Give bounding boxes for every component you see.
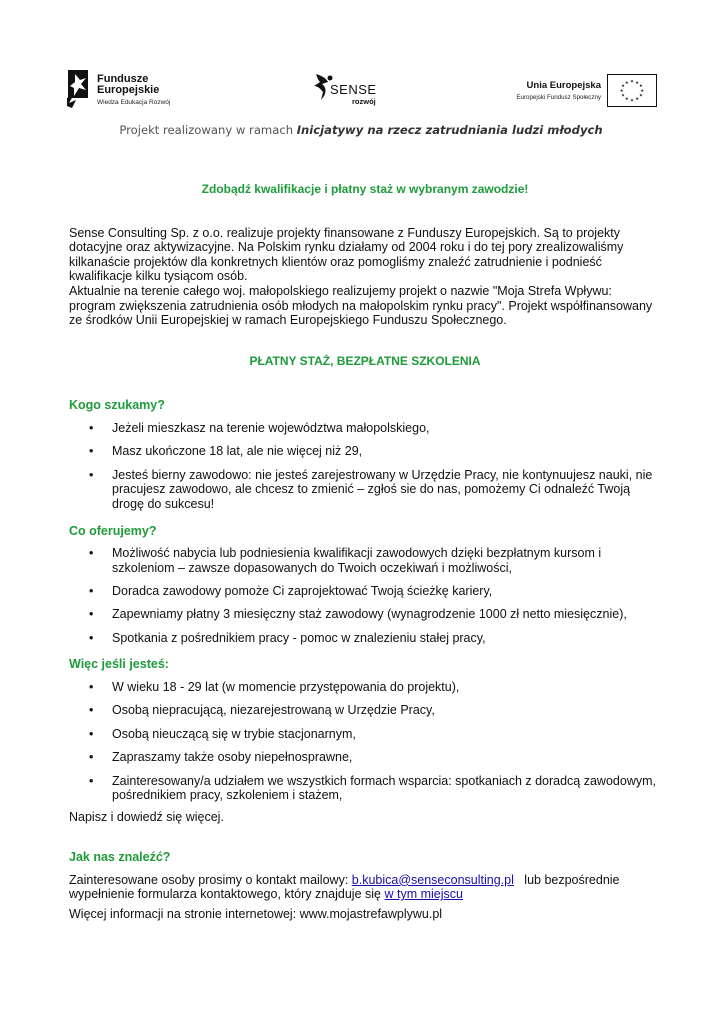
sense-logo-name: SENSE <box>330 82 377 97</box>
svg-text:★: ★ <box>624 79 629 85</box>
eu-flag-icon <box>607 74 657 107</box>
tagline-prefix: Projekt realizowany w ramach <box>119 123 294 137</box>
closing-line: Napisz i dowiedź się więcej. <box>69 809 224 824</box>
document-body <box>69 182 661 922</box>
website-line: Więcej informacji na stronie internetowej: www.mojastrefawplywu.pl <box>69 906 443 921</box>
svg-text:★: ★ <box>621 83 625 89</box>
tagline-emphasis: Inicjatywy na rzecz zatrudniania ludzi młodych <box>296 123 603 137</box>
sense-logo-sub: rozwój <box>352 97 376 106</box>
list-if <box>69 680 661 803</box>
intro-paragraph-2: Aktualnie na terenie całego woj. małopolskiego realizujemy projekt o nazwie "Moja Strefa Wpływu: program zwiększenia zatrudnienia osób młodych na małopolskim rynku pracy". Projekt współfinansowany ze środków Unii Europejskiej w ramach Europejskiego Funduszu Społecznego. <box>69 283 653 328</box>
list-item: • Spotkania z pośrednikiem pracy - pomoc w znalezieniu stałej pracy, <box>69 631 661 646</box>
svg-text:★: ★ <box>630 97 634 103</box>
section-title-who: Kogo szukamy? <box>69 398 165 413</box>
page-header <box>66 66 656 116</box>
subheading: PŁATNY STAŻ, BEZPŁATNE SZKOLENIA <box>249 353 481 368</box>
list-who <box>69 421 661 512</box>
contact-paragraph <box>69 873 661 902</box>
sense-logo <box>312 72 392 110</box>
intro-paragraph-1: Sense Consulting Sp. z o.o. realizuje projekty finansowane z Funduszy Europejskich. Są to projekty dotacyjne oraz aktywizacyjne. Na Polskim rynku działamy od 2004 roku i do tej pory zrealizowaliśmy kilkanaście projektów dla konkretnych klientów oraz pomogliśmy znaleźć zatrudnienie i podnieść kwalifikacje kilku tysiącom osób. <box>69 225 624 284</box>
list-item: • Zainteresowany/a udziałem we wszystkich formach wsparcia: spotkaniach z doradcą zawodowym, pośrednikiem pracy, szkoleniem i stażem, <box>69 774 661 803</box>
eu-logo-line1: Unia Europejska <box>526 80 601 91</box>
fe-logo-line2: Europejskie <box>97 84 160 96</box>
section-title-contact: Jak nas znaleźć? <box>69 850 171 865</box>
list-item: • Jesteś bierny zawodowo: nie jesteś zarejestrowany w Urzędzie Pracy, nie kontynuujesz nauki, nie pracujesz zawodowo, ale chcesz to zmienić – zgłoś sie do nas, pomożemy Ci odnaleźć Twoją drogę do sukcesu! <box>69 468 661 512</box>
svg-text:★: ★ <box>621 92 625 98</box>
list-item: • Jeżeli mieszkasz na terenie województwa małopolskiego, <box>69 421 661 436</box>
list-item: • Doradca zawodowy pomoże Ci zaprojektować Twoją ścieżkę kariery, <box>69 584 661 599</box>
contact-mid: lub bezpośrednie wypełnienie formularza kontaktowego, który znajduje się <box>69 872 620 902</box>
fundusze-europejskie-logo <box>66 70 196 114</box>
svg-text:★: ★ <box>624 95 629 101</box>
project-tagline <box>66 123 656 137</box>
list-item: • Możliwość nabycia lub podniesienia kwalifikacji zawodowych dzięki bezpłatnym kursom i szkoleniom – zawsze dopasowanych do Twoich oczekiwań i możliwości, <box>69 546 661 575</box>
main-heading: Zdobądź kwalifikacje i płatny staż w wybranym zawodzie! <box>201 182 529 196</box>
list-item: • Zapraszamy także osoby niepełnosprawne, <box>69 750 661 765</box>
contact-pre: Zainteresowane osoby prosimy o kontakt mailowy: <box>69 872 349 887</box>
svg-text:★: ★ <box>630 78 634 84</box>
section-title-offer: Co oferujemy? <box>69 523 157 538</box>
email-link[interactable]: b.kubica@senseconsulting.pl <box>351 872 514 887</box>
eu-logo-line2: Europejski Fundusz Społeczny <box>516 94 601 101</box>
svg-text:★: ★ <box>635 79 640 85</box>
list-item: • Osobą niepracującą, niezarejestrowaną w Urzędzie Pracy, <box>69 703 661 718</box>
list-item: • Zapewniamy płatny 3 miesięczny staż zawodowy (wynagrodzenie 1000 zł netto miesięcznie), <box>69 607 661 622</box>
svg-text:★: ★ <box>639 92 643 98</box>
svg-text:★: ★ <box>619 87 624 93</box>
svg-text:★: ★ <box>640 87 645 93</box>
fe-logo-line3: Wiedza Edukacja Rozwój <box>97 99 171 106</box>
list-item: • Masz ukończone 18 lat, ale nie więcej niż 29, <box>69 444 661 459</box>
fe-star-flag-icon <box>66 70 90 110</box>
list-item: • W wieku 18 - 29 lat (w momencie przystępowania do projektu), <box>69 680 661 695</box>
list-offer <box>69 546 661 645</box>
form-link[interactable]: w tym miejscu <box>384 887 463 902</box>
list-item: • Osobą nieuczącą się w trybie stacjonarnym, <box>69 727 661 742</box>
fe-logo-line1: Fundusze <box>97 73 149 85</box>
svg-text:★: ★ <box>635 95 640 101</box>
eu-logo <box>501 74 657 108</box>
svg-text:★: ★ <box>639 83 643 89</box>
section-title-if: Więc jeśli jesteś: <box>69 657 169 672</box>
